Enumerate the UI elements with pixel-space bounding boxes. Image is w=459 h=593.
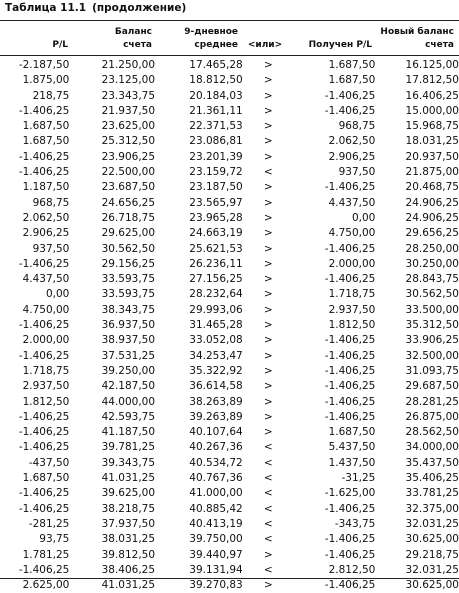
cell-comparison: > bbox=[263, 89, 273, 102]
cell-average: 40.107,64 bbox=[189, 426, 243, 439]
table-row bbox=[0, 165, 459, 180]
cell-pl: 0,00 bbox=[45, 288, 70, 301]
cell-new-balance: 20.937,50 bbox=[405, 150, 459, 163]
cell-new-balance: 34.000,00 bbox=[405, 441, 459, 454]
table-row bbox=[0, 410, 459, 425]
table-body bbox=[0, 58, 459, 593]
cell-pl: 218,75 bbox=[32, 89, 70, 102]
header-9day-average: 9-дневное среднее bbox=[184, 27, 238, 50]
cell-received-pl: 2.812,50 bbox=[328, 563, 376, 576]
cell-pl: 2.625,00 bbox=[22, 579, 70, 592]
cell-balance: 39.781,25 bbox=[101, 441, 156, 454]
table-row bbox=[0, 563, 459, 578]
cell-balance: 39.343,75 bbox=[101, 456, 156, 469]
cell-new-balance: 30.250,00 bbox=[405, 257, 459, 270]
cell-new-balance: 17.812,50 bbox=[405, 74, 459, 87]
cell-average: 41.000,00 bbox=[189, 487, 243, 500]
cell-received-pl: -1.406,25 bbox=[324, 349, 376, 362]
cell-average: 23.565,97 bbox=[189, 196, 243, 209]
cell-pl: 2.062,50 bbox=[22, 211, 70, 224]
cell-received-pl: 1.718,75 bbox=[328, 288, 376, 301]
table-caption bbox=[5, 2, 186, 14]
cell-received-pl: -1.406,25 bbox=[324, 395, 376, 408]
cell-average: 21.361,11 bbox=[189, 104, 243, 117]
table-row bbox=[0, 58, 459, 73]
table-row bbox=[0, 578, 459, 593]
cell-pl: -2.187,50 bbox=[18, 59, 70, 71]
table-row bbox=[0, 456, 459, 471]
cell-pl: -1.406,25 bbox=[18, 104, 70, 117]
cell-new-balance: 16.125,00 bbox=[405, 59, 459, 71]
cell-balance: 38.031,25 bbox=[101, 533, 156, 546]
table-row bbox=[0, 318, 459, 333]
cell-balance: 23.125,00 bbox=[101, 74, 156, 87]
cell-balance: 21.937,50 bbox=[101, 104, 156, 117]
cell-average: 40.413,19 bbox=[189, 517, 243, 530]
cell-new-balance: 30.625,00 bbox=[405, 533, 459, 546]
table-row bbox=[0, 303, 459, 318]
cell-pl: 1.687,50 bbox=[22, 135, 70, 148]
cell-balance: 25.312,50 bbox=[101, 135, 156, 148]
table-row bbox=[0, 440, 459, 455]
cell-balance: 38.343,75 bbox=[101, 303, 156, 316]
cell-received-pl: -343,75 bbox=[334, 517, 376, 530]
cell-balance: 29.156,25 bbox=[101, 257, 156, 270]
cell-average: 34.253,47 bbox=[189, 349, 243, 362]
cell-received-pl: 2.062,50 bbox=[328, 135, 376, 148]
cell-balance: 33.593,75 bbox=[101, 288, 156, 301]
cell-comparison: > bbox=[263, 242, 273, 255]
cell-new-balance: 32.500,00 bbox=[405, 349, 459, 362]
cell-balance: 39.250,00 bbox=[101, 364, 156, 377]
cell-pl: 2.937,50 bbox=[22, 380, 70, 393]
cell-balance: 33.593,75 bbox=[101, 273, 156, 286]
cell-pl: 93,75 bbox=[39, 533, 70, 546]
continuation-note: (продолжение) bbox=[92, 2, 187, 14]
cell-new-balance: 35.312,50 bbox=[405, 319, 459, 332]
cell-average: 39.263,89 bbox=[189, 410, 243, 423]
cell-comparison: > bbox=[263, 395, 273, 408]
cell-average: 28.232,64 bbox=[189, 288, 243, 301]
cell-received-pl: -1.406,25 bbox=[324, 181, 376, 194]
cell-received-pl: -1.406,25 bbox=[324, 548, 376, 561]
cell-average: 23.086,81 bbox=[189, 135, 243, 148]
cell-new-balance: 35.406,25 bbox=[405, 472, 459, 485]
cell-new-balance: 21.875,00 bbox=[405, 166, 459, 179]
table-row bbox=[0, 425, 459, 440]
cell-comparison: < bbox=[263, 441, 273, 454]
cell-average: 40.767,36 bbox=[189, 472, 243, 485]
cell-new-balance: 24.906,25 bbox=[405, 196, 459, 209]
table-row bbox=[0, 517, 459, 532]
cell-received-pl: 968,75 bbox=[338, 120, 376, 133]
cell-average: 40.267,36 bbox=[189, 441, 243, 454]
cell-balance: 38.218,75 bbox=[101, 502, 156, 515]
cell-new-balance: 33.500,00 bbox=[405, 303, 459, 316]
cell-received-pl: 0,00 bbox=[351, 211, 376, 224]
cell-received-pl: -1.406,25 bbox=[324, 533, 376, 546]
cell-pl: -1.406,25 bbox=[18, 502, 70, 515]
table-row bbox=[0, 379, 459, 394]
table-row bbox=[0, 471, 459, 486]
cell-received-pl: -1.406,25 bbox=[324, 364, 376, 377]
cell-average: 24.663,19 bbox=[189, 227, 243, 240]
cell-received-pl: -1.406,25 bbox=[324, 242, 376, 255]
cell-received-pl: -1.406,25 bbox=[324, 104, 376, 117]
cell-received-pl: 937,50 bbox=[338, 166, 376, 179]
cell-new-balance: 32.031,25 bbox=[405, 517, 459, 530]
cell-received-pl: -1.625,00 bbox=[324, 487, 376, 500]
cell-comparison: > bbox=[263, 319, 273, 332]
cell-new-balance: 33.906,25 bbox=[405, 334, 459, 347]
cell-new-balance: 15.968,75 bbox=[405, 120, 459, 133]
cell-balance: 23.343,75 bbox=[101, 89, 156, 102]
cell-pl: -1.406,25 bbox=[18, 319, 70, 332]
cell-comparison: > bbox=[263, 181, 273, 194]
cell-new-balance: 30.562,50 bbox=[405, 288, 459, 301]
cell-average: 39.270,83 bbox=[189, 579, 243, 592]
cell-new-balance: 35.437,50 bbox=[405, 456, 459, 469]
cell-average: 23.159,72 bbox=[189, 166, 243, 179]
cell-new-balance: 29.218,75 bbox=[405, 548, 459, 561]
cell-comparison: > bbox=[263, 303, 273, 316]
cell-comparison: > bbox=[263, 410, 273, 423]
cell-average: 27.156,25 bbox=[189, 273, 243, 286]
cell-received-pl: -1.406,25 bbox=[324, 273, 376, 286]
table-row bbox=[0, 150, 459, 165]
cell-average: 23.201,39 bbox=[189, 150, 243, 163]
cell-pl: 2.000,00 bbox=[22, 334, 70, 347]
cell-comparison: < bbox=[263, 456, 273, 469]
cell-pl: 1.718,75 bbox=[22, 364, 70, 377]
cell-balance: 37.937,50 bbox=[101, 517, 156, 530]
cell-pl: 1.687,50 bbox=[22, 472, 70, 485]
cell-balance: 24.656,25 bbox=[101, 196, 156, 209]
cell-pl: 968,75 bbox=[32, 196, 70, 209]
header-balance: Баланс счета bbox=[114, 27, 152, 50]
cell-average: 18.812,50 bbox=[189, 74, 243, 87]
cell-new-balance: 24.906,25 bbox=[405, 211, 459, 224]
cell-new-balance: 30.625,00 bbox=[405, 579, 459, 592]
table-row bbox=[0, 395, 459, 410]
cell-pl: 1.187,50 bbox=[22, 181, 70, 194]
cell-average: 17.465,28 bbox=[189, 59, 243, 71]
cell-new-balance: 29.687,50 bbox=[405, 380, 459, 393]
cell-balance: 41.031,25 bbox=[101, 579, 156, 592]
cell-pl: -1.406,25 bbox=[18, 426, 70, 439]
table-row bbox=[0, 532, 459, 547]
cell-balance: 42.593,75 bbox=[101, 410, 156, 423]
cell-comparison: > bbox=[263, 227, 273, 240]
header-comparison: <или> bbox=[247, 40, 283, 50]
cell-comparison: > bbox=[263, 334, 273, 347]
cell-balance: 39.625,00 bbox=[101, 487, 156, 500]
cell-balance: 30.562,50 bbox=[101, 242, 156, 255]
cell-pl: -1.406,25 bbox=[18, 563, 70, 576]
header-new-balance: Новый баланс счета bbox=[380, 27, 454, 50]
cell-received-pl: 2.906,25 bbox=[328, 150, 376, 163]
cell-comparison: < bbox=[263, 563, 273, 576]
cell-comparison: < bbox=[263, 487, 273, 500]
table-row bbox=[0, 196, 459, 211]
cell-balance: 22.500,00 bbox=[101, 166, 156, 179]
cell-new-balance: 31.093,75 bbox=[405, 364, 459, 377]
cell-received-pl: 5.437,50 bbox=[328, 441, 376, 454]
cell-average: 35.322,92 bbox=[189, 364, 243, 377]
cell-average: 39.750,00 bbox=[189, 533, 243, 546]
cell-received-pl: 4.750,00 bbox=[328, 227, 376, 240]
cell-balance: 39.812,50 bbox=[101, 548, 156, 561]
cell-comparison: > bbox=[263, 59, 273, 71]
cell-new-balance: 16.406,25 bbox=[405, 89, 459, 102]
table-row bbox=[0, 89, 459, 104]
cell-received-pl: -1.406,25 bbox=[324, 334, 376, 347]
cell-pl: 4.750,00 bbox=[22, 303, 70, 316]
cell-received-pl: -1.406,25 bbox=[324, 89, 376, 102]
cell-balance: 42.187,50 bbox=[101, 380, 156, 393]
cell-balance: 41.187,50 bbox=[101, 426, 156, 439]
cell-comparison: > bbox=[263, 135, 273, 148]
cell-balance: 23.906,25 bbox=[101, 150, 156, 163]
bottom-rule bbox=[0, 578, 459, 579]
cell-comparison: > bbox=[263, 380, 273, 393]
cell-received-pl: -1.406,25 bbox=[324, 502, 376, 515]
cell-new-balance: 32.375,00 bbox=[405, 502, 459, 515]
cell-average: 40.885,42 bbox=[189, 502, 243, 515]
table-row bbox=[0, 211, 459, 226]
cell-received-pl: 1.687,50 bbox=[328, 426, 376, 439]
cell-balance: 21.250,00 bbox=[101, 59, 156, 71]
cell-pl: -437,50 bbox=[28, 456, 70, 469]
cell-pl: -1.406,25 bbox=[18, 410, 70, 423]
cell-received-pl: -1.406,25 bbox=[324, 380, 376, 393]
cell-balance: 38.406,25 bbox=[101, 563, 156, 576]
table-row bbox=[0, 73, 459, 88]
cell-comparison: > bbox=[263, 579, 273, 592]
cell-pl: -1.406,25 bbox=[18, 349, 70, 362]
cell-pl: -1.406,25 bbox=[18, 441, 70, 454]
table-number: Таблица 11.1 bbox=[5, 2, 87, 14]
cell-balance: 36.937,50 bbox=[101, 319, 156, 332]
cell-comparison: > bbox=[263, 104, 273, 117]
cell-balance: 26.718,75 bbox=[101, 211, 156, 224]
table-row bbox=[0, 364, 459, 379]
cell-comparison: < bbox=[263, 166, 273, 179]
cell-received-pl: 1.687,50 bbox=[328, 59, 376, 71]
cell-pl: 4.437,50 bbox=[22, 273, 70, 286]
cell-received-pl: 2.937,50 bbox=[328, 303, 376, 316]
cell-new-balance: 28.843,75 bbox=[405, 273, 459, 286]
table-row bbox=[0, 180, 459, 195]
cell-pl: 1.781,25 bbox=[22, 548, 70, 561]
cell-average: 40.534,72 bbox=[189, 456, 243, 469]
table-row bbox=[0, 548, 459, 563]
cell-comparison: < bbox=[263, 502, 273, 515]
cell-pl: -1.406,25 bbox=[18, 487, 70, 500]
cell-received-pl: 2.000,00 bbox=[328, 257, 376, 270]
cell-average: 31.465,28 bbox=[189, 319, 243, 332]
table-row bbox=[0, 349, 459, 364]
table-row bbox=[0, 119, 459, 134]
cell-pl: 2.906,25 bbox=[22, 227, 70, 240]
cell-balance: 41.031,25 bbox=[101, 472, 156, 485]
cell-new-balance: 18.031,25 bbox=[405, 135, 459, 148]
cell-pl: -1.406,25 bbox=[18, 166, 70, 179]
cell-balance: 38.937,50 bbox=[101, 334, 156, 347]
cell-comparison: > bbox=[263, 288, 273, 301]
cell-average: 36.614,58 bbox=[189, 380, 243, 393]
cell-average: 23.965,28 bbox=[189, 211, 243, 224]
cell-received-pl: -1.406,25 bbox=[324, 579, 376, 592]
cell-new-balance: 29.656,25 bbox=[405, 227, 459, 240]
cell-comparison: > bbox=[263, 211, 273, 224]
cell-average: 29.993,06 bbox=[189, 303, 243, 316]
cell-received-pl: 1.437,50 bbox=[328, 456, 376, 469]
cell-comparison: > bbox=[263, 257, 273, 270]
cell-average: 39.131,94 bbox=[189, 563, 243, 576]
cell-pl: 937,50 bbox=[32, 242, 70, 255]
cell-pl: 1.875,00 bbox=[22, 74, 70, 87]
cell-received-pl: 1.687,50 bbox=[328, 74, 376, 87]
cell-comparison: > bbox=[263, 273, 273, 286]
cell-comparison: < bbox=[263, 517, 273, 530]
cell-comparison: > bbox=[263, 120, 273, 133]
cell-balance: 44.000,00 bbox=[101, 395, 156, 408]
header-rule bbox=[0, 55, 459, 56]
cell-average: 23.187,50 bbox=[189, 181, 243, 194]
cell-received-pl: 4.437,50 bbox=[328, 196, 376, 209]
table-row bbox=[0, 226, 459, 241]
table-row bbox=[0, 242, 459, 257]
cell-new-balance: 32.031,25 bbox=[405, 563, 459, 576]
cell-pl: 1.812,50 bbox=[22, 395, 70, 408]
cell-new-balance: 26.875,00 bbox=[405, 410, 459, 423]
cell-pl: -1.406,25 bbox=[18, 257, 70, 270]
table-row bbox=[0, 333, 459, 348]
cell-comparison: < bbox=[263, 533, 273, 546]
cell-received-pl: -31,25 bbox=[341, 472, 376, 485]
cell-pl: 1.687,50 bbox=[22, 120, 70, 133]
cell-comparison: > bbox=[263, 426, 273, 439]
table-row bbox=[0, 257, 459, 272]
cell-pl: -281,25 bbox=[28, 517, 70, 530]
table-row bbox=[0, 134, 459, 149]
cell-comparison: > bbox=[263, 74, 273, 87]
top-rule bbox=[0, 20, 459, 21]
table-row bbox=[0, 502, 459, 517]
header-received-pl: Получен P/L bbox=[308, 40, 372, 50]
cell-average: 22.371,53 bbox=[189, 120, 243, 133]
cell-comparison: > bbox=[263, 196, 273, 209]
cell-comparison: > bbox=[263, 150, 273, 163]
cell-balance: 23.687,50 bbox=[101, 181, 156, 194]
cell-received-pl: 1.812,50 bbox=[328, 319, 376, 332]
cell-new-balance: 28.281,25 bbox=[405, 395, 459, 408]
cell-average: 39.440,97 bbox=[189, 548, 243, 561]
cell-received-pl: -1.406,25 bbox=[324, 410, 376, 423]
cell-comparison: < bbox=[263, 472, 273, 485]
cell-new-balance: 20.468,75 bbox=[405, 181, 459, 194]
cell-balance: 29.625,00 bbox=[101, 227, 156, 240]
cell-comparison: > bbox=[263, 364, 273, 377]
cell-average: 20.184,03 bbox=[189, 89, 243, 102]
cell-new-balance: 28.562,50 bbox=[405, 426, 459, 439]
cell-new-balance: 28.250,00 bbox=[405, 242, 459, 255]
cell-pl: -1.406,25 bbox=[18, 150, 70, 163]
cell-balance: 23.625,00 bbox=[101, 120, 156, 133]
table-row bbox=[0, 104, 459, 119]
table-row bbox=[0, 486, 459, 501]
cell-balance: 37.531,25 bbox=[101, 349, 156, 362]
cell-comparison: > bbox=[263, 349, 273, 362]
cell-average: 26.236,11 bbox=[189, 257, 243, 270]
cell-new-balance: 15.000,00 bbox=[405, 104, 459, 117]
table-row bbox=[0, 287, 459, 302]
header-pl: P/L bbox=[52, 40, 68, 50]
data-table bbox=[0, 58, 459, 593]
table-row bbox=[0, 272, 459, 287]
cell-new-balance: 33.781,25 bbox=[405, 487, 459, 500]
cell-average: 25.621,53 bbox=[189, 242, 243, 255]
cell-average: 33.052,08 bbox=[189, 334, 243, 347]
cell-average: 38.263,89 bbox=[189, 395, 243, 408]
cell-comparison: > bbox=[263, 548, 273, 561]
